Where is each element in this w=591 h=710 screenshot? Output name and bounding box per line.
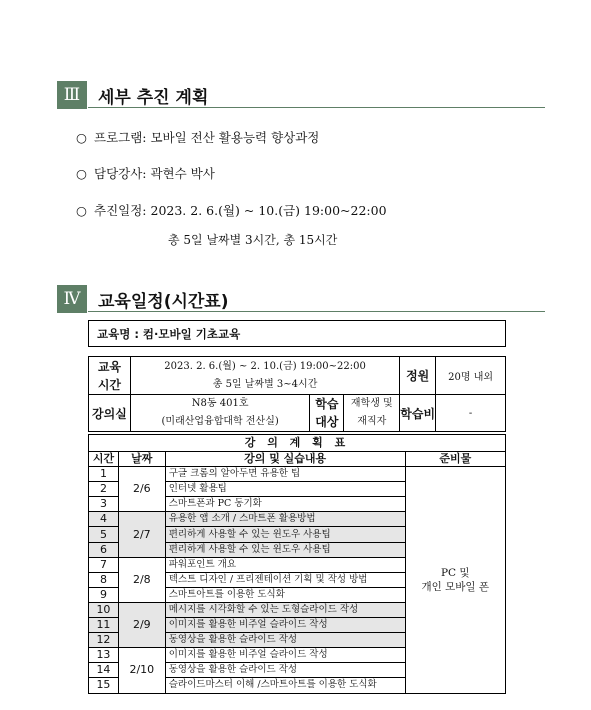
section-underline xyxy=(88,107,545,108)
bullet-instructor xyxy=(76,164,215,182)
session-content: 스마트폰과 PC 동기화 xyxy=(165,497,405,512)
section-number-badge: Ⅲ xyxy=(57,81,87,109)
session-content: 편리하게 사용할 수 있는 윈도우 사용팁 xyxy=(165,527,405,542)
session-content: 인터넷 활용팁 xyxy=(165,482,405,497)
time-label: 교육 시간 xyxy=(89,357,131,395)
bullet-schedule xyxy=(76,201,387,219)
room-value: N8동 401호 (미래산업융합대학 전산실) xyxy=(130,395,310,432)
course-name-box xyxy=(88,320,506,347)
session-number: 15 xyxy=(89,678,119,693)
section-header-3 xyxy=(57,81,208,109)
session-content: 동영상을 활용한 슬라이드 작성 xyxy=(165,633,405,648)
table-row xyxy=(89,467,506,482)
bullet-text: 추진일정: 2023. 2. 6.(월) ~ 10.(금) 19:00~22:00 xyxy=(94,203,387,218)
session-date: 2/6 xyxy=(118,467,165,512)
session-content: 이미지를 활용한 비주얼 슬라이드 작성 xyxy=(165,618,405,633)
session-content: 편리하게 사용할 수 있는 윈도우 사용팁 xyxy=(165,542,405,557)
session-number: 13 xyxy=(89,648,119,663)
header-date: 날짜 xyxy=(118,452,165,467)
session-number: 7 xyxy=(89,557,119,572)
session-number: 6 xyxy=(89,542,119,557)
session-date: 2/7 xyxy=(118,512,165,557)
session-number: 8 xyxy=(89,572,119,587)
session-content: 이미지를 활용한 비주얼 슬라이드 작성 xyxy=(165,648,405,663)
fee-value: - xyxy=(436,395,506,432)
session-number: 4 xyxy=(89,512,119,527)
section-number-badge: Ⅳ xyxy=(57,285,87,313)
session-content: 구글 크롬의 알아두면 유용한 팁 xyxy=(165,467,405,482)
time-value: 2023. 2. 6.(월) ~ 2. 10.(금) 19:00~22:00 총 5일 날짜별 3~4시간 xyxy=(130,357,399,395)
schedule-title: 강 의 계 획 표 xyxy=(89,435,506,452)
section-title: 세부 추진 계획 xyxy=(98,87,209,108)
session-number: 2 xyxy=(89,482,119,497)
capacity-value: 20명 내외 xyxy=(436,357,506,395)
session-number: 10 xyxy=(89,602,119,617)
bullet-mark: ○ xyxy=(76,166,87,181)
target-label: 학습 대상 xyxy=(310,395,344,432)
bullet-text: 담당강사: 곽현수 박사 xyxy=(94,166,215,181)
session-number: 9 xyxy=(89,587,119,602)
bullet-schedule-detail: 총 5일 날짜별 3시간, 총 15시간 xyxy=(168,233,338,247)
bullet-text: 프로그램: 모바일 전산 활용능력 향상과정 xyxy=(94,130,320,145)
room-label: 강의실 xyxy=(89,395,131,432)
schedule-table xyxy=(88,434,506,694)
session-number: 5 xyxy=(89,527,119,542)
header-content: 강의 및 실습내용 xyxy=(165,452,405,467)
session-number: 11 xyxy=(89,618,119,633)
bullet-mark: ○ xyxy=(76,203,87,218)
section-title: 교육일정(시간표) xyxy=(98,291,229,312)
session-date: 2/10 xyxy=(118,648,165,693)
target-value: 재학생 및 재직자 xyxy=(344,395,400,432)
session-number: 12 xyxy=(89,633,119,648)
session-content: 메시지를 시각화할 수 있는 도형슬라이드 작성 xyxy=(165,602,405,617)
course-name: 교육명 : 컴·모바일 기초교육 xyxy=(89,321,506,347)
session-number: 3 xyxy=(89,497,119,512)
session-content: 파워포인트 개요 xyxy=(165,557,405,572)
bullet-program xyxy=(76,128,319,146)
course-info-table xyxy=(88,356,506,432)
session-content: 스마트아트를 이용한 도식화 xyxy=(165,587,405,602)
session-content: 유용한 앱 소개 / 스마트폰 활용방법 xyxy=(165,512,405,527)
session-content: 동영상을 활용한 슬라이드 작성 xyxy=(165,663,405,678)
header-prep: 준비물 xyxy=(405,452,505,467)
section-header-4 xyxy=(57,285,229,313)
section-underline xyxy=(88,311,545,312)
prep-items: PC 및 개인 모바일 폰 xyxy=(405,467,505,693)
session-content: 슬라이드마스터 이해 /스마트아트를 이용한 도식화 xyxy=(165,678,405,693)
capacity-label: 정원 xyxy=(400,357,436,395)
session-content: 텍스트 디자인 / 프리젠테이션 기획 및 작성 방법 xyxy=(165,572,405,587)
session-number: 14 xyxy=(89,663,119,678)
session-date: 2/8 xyxy=(118,557,165,602)
bullet-mark: ○ xyxy=(76,130,87,145)
session-number: 1 xyxy=(89,467,119,482)
fee-label: 학습비 xyxy=(400,395,436,432)
header-time: 시간 xyxy=(89,452,119,467)
session-date: 2/9 xyxy=(118,602,165,647)
